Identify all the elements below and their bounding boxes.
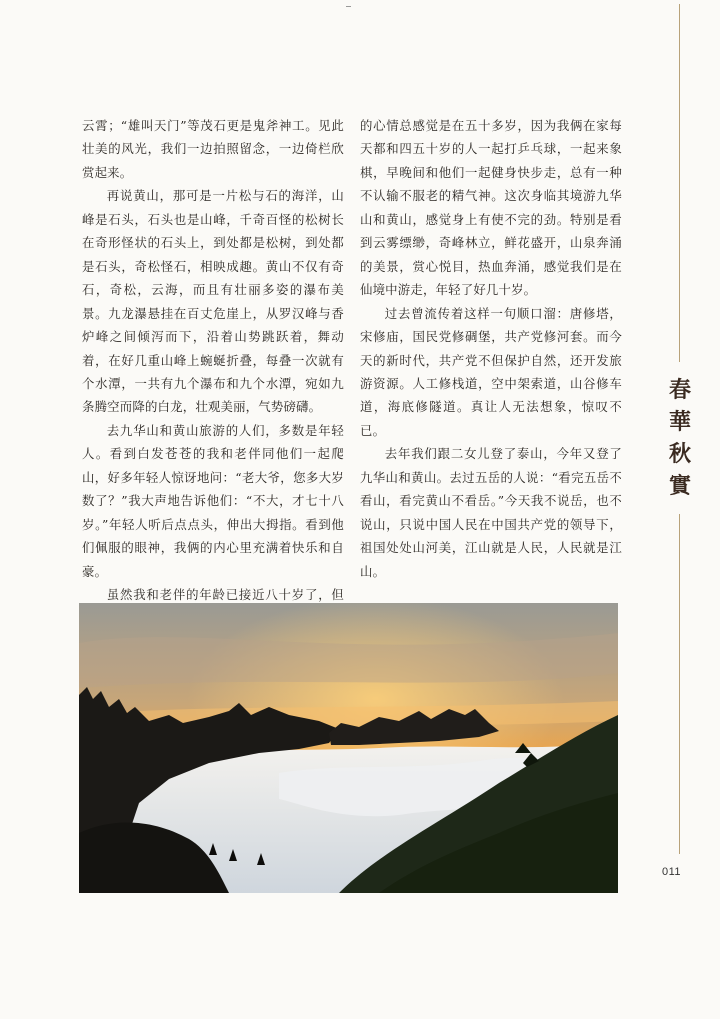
brand-char: 實: [668, 473, 691, 499]
text-column-right: [360, 114, 622, 583]
print-mark: [346, 6, 351, 7]
sea-of-clouds-photo: [79, 603, 618, 893]
brand-char: 春: [668, 377, 691, 403]
margin-rule-top: [679, 4, 680, 362]
paragraph: 去九华山和黄山旅游的人们，多数是年轻人。看到白发苍苍的我和老伴同他们一起爬山，好多年轻人惊讶地问：“老大爷，您多大岁数了？”我大声地告诉他们：“不大，才七十八岁。”年轻人听后点点头，伸出大拇指。看到他们佩服的眼神，我俩的内心里充满着快乐和自豪。: [82, 422, 344, 579]
paragraph: 去年我们跟二女儿登了泰山，今年又登了九华山和黄山。去过五岳的人说：“看完五岳不看山，看完黄山不看岳。”今天我不说岳，也不说山，只说中国人民在中国共产党的领导下，祖国处处山河美，江山就是人民，人民就是江山。: [360, 446, 622, 579]
paragraph: 虽然我和老伴的年龄已接近八十岁了，但: [106, 587, 344, 603]
brand-char: 秋: [668, 441, 691, 467]
landscape-illustration: [79, 603, 618, 893]
paragraph: 云霄；“雄叫天门”等茂石更是鬼斧神工。见此壮美的风光，我们一边拍照留念，一边倚栏欣赏起来。: [82, 118, 344, 180]
magazine-brand: [666, 374, 694, 502]
paragraph: 过去曾流传着这样一句顺口溜：唐修塔，宋修庙，国民党修碉堡，共产党修河套。而今天的新时代，共产党不但保护自然，还开发旅游资源。人工修栈道，空中架索道，山谷修车道，海底修隧道。真让人无法想象，惊叹不已。: [360, 305, 622, 438]
paragraph: 的心情总感觉是在五十多岁，因为我俩在家每天都和四五十岁的人一起打乒乓球，一起来象棋，早晚间和他们一起健身快步走，总有一种不认输不服老的精气神。这次身临其境游九华山和黄山，感觉身上有使不完的劲。特别是看到云雾缥缈，奇峰林立，鲜花盛开，山泉奔涌的美景，赏心悦目，热血奔涌，感觉我们是在仙境中游走，年轻了好几十岁。: [360, 118, 622, 298]
page-number: 011: [662, 866, 682, 878]
text-column-left: [82, 114, 344, 630]
margin-rule-bottom: [679, 514, 680, 854]
brand-char: 華: [668, 409, 691, 435]
paragraph: 再说黄山，那可是一片松与石的海洋，山峰是石头，石头也是山峰，千奇百怪的松树长在奇形怪状的石头上，到处都是松树，到处都是石头，奇松怪石，相映成趣。黄山不仅有奇石，奇松，云海，而且有壮丽多姿的瀑布美景。九龙瀑悬挂在百丈危崖上，从罗汉峰与香炉峰之间倾泻而下，沿着山势跳跃着，舞动着，在好几重山峰上蜿蜒折叠，每叠一次就有个水潭，一共有九个瀑布和九个水潭，宛如九条腾空而降的白龙，壮观美丽，气势磅礴。: [82, 188, 344, 415]
